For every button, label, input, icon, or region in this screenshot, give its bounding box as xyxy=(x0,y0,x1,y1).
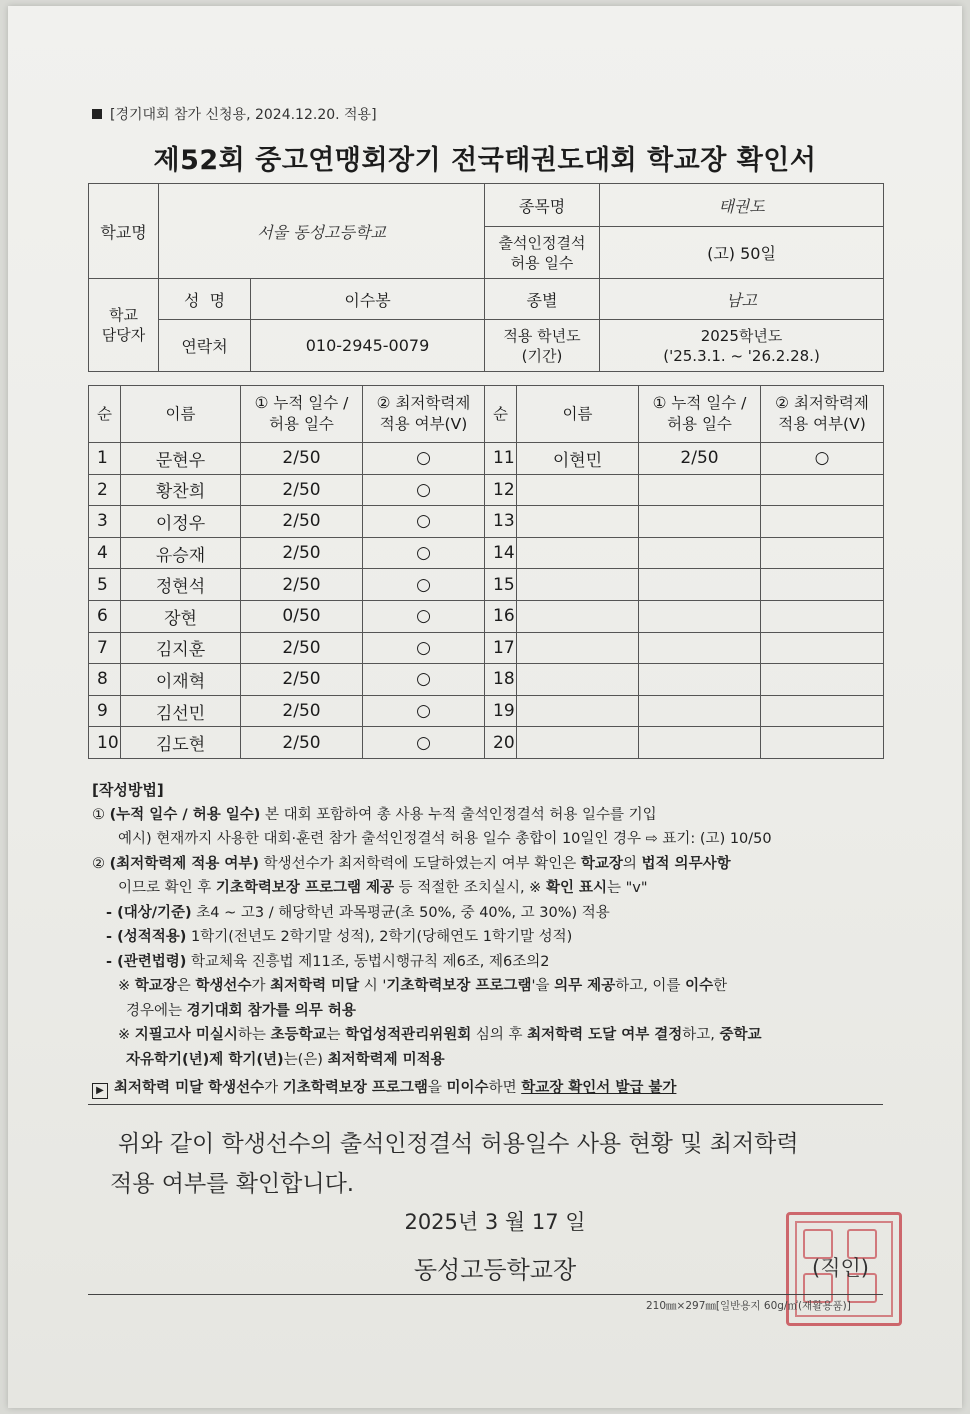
student-name: 정현석 xyxy=(121,569,241,601)
days-used: 2/50 xyxy=(241,695,363,727)
student-name: 문현우 xyxy=(121,443,241,475)
phone-label: 연락처 xyxy=(159,320,251,372)
min-academic-mark: ○ xyxy=(363,600,485,632)
table-row xyxy=(89,632,884,664)
student-name: 김도현 xyxy=(121,727,241,759)
col-header-name: 이름 xyxy=(517,386,639,443)
days-used xyxy=(639,474,761,506)
row-number: 11 xyxy=(485,443,517,475)
min-academic-mark: ○ xyxy=(363,695,485,727)
student-name xyxy=(517,600,639,632)
school-name-label: 학교명 xyxy=(89,184,159,279)
min-academic-mark xyxy=(761,695,884,727)
min-academic-mark xyxy=(761,632,884,664)
min-academic-mark: ○ xyxy=(363,727,485,759)
table-row xyxy=(89,695,884,727)
student-name xyxy=(517,695,639,727)
instruction-line: ② (최저학력제 적용 여부) 학생선수가 최저학력에 도달하였는지 여부 확인은 학교장의 법적 의무사항 xyxy=(92,855,731,872)
student-name xyxy=(517,632,639,664)
row-number: 13 xyxy=(485,506,517,538)
row-number: 18 xyxy=(485,664,517,696)
days-used xyxy=(639,569,761,601)
student-name: 장현 xyxy=(121,600,241,632)
days-used: 2/50 xyxy=(241,443,363,475)
absence-days-label: 출석인정결석 허용 일수 xyxy=(485,227,600,279)
contact-person-label: 학교 담당자 xyxy=(89,279,159,372)
row-number: 17 xyxy=(485,632,517,664)
min-academic-mark xyxy=(761,569,884,601)
days-used xyxy=(639,695,761,727)
row-number: 8 xyxy=(89,664,121,696)
min-academic-mark: ○ xyxy=(363,537,485,569)
row-number: 5 xyxy=(89,569,121,601)
name-label: 성 명 xyxy=(159,279,251,320)
document-title: 제52회 중고연맹회장기 전국태권도대회 학교장 확인서 xyxy=(153,145,817,176)
student-name: 김선민 xyxy=(121,695,241,727)
arrow-box-icon: ▶ xyxy=(92,1083,108,1099)
instruction-line: 경우에는 경기대회 참가를 의무 허용 xyxy=(126,1002,356,1019)
student-name: 이재혁 xyxy=(121,664,241,696)
min-academic-mark: ○ xyxy=(363,506,485,538)
row-number: 9 xyxy=(89,695,121,727)
table-row xyxy=(89,474,884,506)
table-row xyxy=(89,664,884,696)
days-used: 2/50 xyxy=(639,443,761,475)
principal-name: 동성고등학교장 xyxy=(413,1256,577,1284)
row-number: 20 xyxy=(485,727,517,759)
days-used xyxy=(639,632,761,664)
category-value: 남고 xyxy=(600,279,884,320)
days-used xyxy=(639,664,761,696)
row-number: 2 xyxy=(89,474,121,506)
instruction-line: ※ 학교장은 학생선수가 최저학력 미달 시 '기초학력보장 프로그램'을 의무 제공하고, 이를 이수한 xyxy=(118,978,728,994)
col-header-min-academic: ② 최저학력제 적용 여부(V) xyxy=(363,386,485,443)
student-name: 김지훈 xyxy=(121,632,241,664)
col-header-no: 순 xyxy=(485,386,517,443)
row-number: 14 xyxy=(485,537,517,569)
days-used xyxy=(639,600,761,632)
col-header-days: ① 누적 일수 / 허용 일수 xyxy=(241,386,363,443)
issue-date: 2025년 3 월 17 일 xyxy=(404,1210,586,1234)
event-value: 태권도 xyxy=(600,184,884,227)
table-row xyxy=(89,443,884,475)
days-used: 2/50 xyxy=(241,727,363,759)
student-name xyxy=(517,664,639,696)
min-academic-mark xyxy=(761,506,884,538)
row-number: 1 xyxy=(89,443,121,475)
school-year-label: 적용 학년도 (기간) xyxy=(485,320,600,372)
row-number: 7 xyxy=(89,632,121,664)
event-label: 종목명 xyxy=(485,184,600,227)
col-header-min-academic: ② 최저학력제 적용 여부(V) xyxy=(761,386,884,443)
student-name xyxy=(517,727,639,759)
absence-days-value: (고) 50일 xyxy=(600,227,884,279)
school-year-value: 2025학년도 ('25.3.1. ~ '26.2.28.) xyxy=(600,320,884,372)
days-used: 2/50 xyxy=(241,474,363,506)
days-used: 2/50 xyxy=(241,569,363,601)
days-used: 0/50 xyxy=(241,600,363,632)
min-academic-mark xyxy=(761,664,884,696)
days-used xyxy=(639,727,761,759)
student-name: 이정우 xyxy=(121,506,241,538)
school-info-table xyxy=(88,183,884,372)
divider-line xyxy=(88,1294,883,1295)
phone-value: 010-2945-0079 xyxy=(251,320,485,372)
instructions-heading: [작성방법] xyxy=(92,781,164,799)
instruction-line: ▶ 최저학력 미달 학생선수가 기초학력보장 프로그램을 미이수하면 학교장 확인서 발급 불가 xyxy=(92,1076,892,1101)
row-number: 6 xyxy=(89,600,121,632)
school-name-value: 서울 동성고등학교 xyxy=(159,184,485,279)
col-header-no: 순 xyxy=(89,386,121,443)
row-number: 15 xyxy=(485,569,517,601)
instruction-line: ※ 지필고사 미실시하는 초등학교는 학업성적관리위원회 심의 후 최저학력 도달 여부 결정하고, 중학교 xyxy=(118,1027,762,1043)
table-row xyxy=(89,506,884,538)
min-academic-mark xyxy=(761,727,884,759)
min-academic-mark xyxy=(761,474,884,506)
name-value: 이수봉 xyxy=(251,279,485,320)
table-row xyxy=(89,569,884,601)
student-roster-table xyxy=(88,385,884,759)
square-bullet-icon xyxy=(92,109,102,119)
seal-mark: (직인) xyxy=(812,1256,869,1280)
instruction-line: 예시) 현재까지 사용한 대회·훈련 참가 출석인정결석 허용 일수 총합이 10일인 경우 ⇨ 표기: (고) 10/50 xyxy=(118,831,772,847)
table-row xyxy=(89,537,884,569)
student-name xyxy=(517,506,639,538)
min-academic-mark: ○ xyxy=(761,443,884,475)
row-number: 10 xyxy=(89,727,121,759)
student-name xyxy=(517,569,639,601)
days-used xyxy=(639,537,761,569)
row-number: 12 xyxy=(485,474,517,506)
student-name: 이현민 xyxy=(517,443,639,475)
student-name xyxy=(517,474,639,506)
days-used: 2/50 xyxy=(241,664,363,696)
instructions-section xyxy=(92,778,892,1101)
days-used xyxy=(639,506,761,538)
row-number: 3 xyxy=(89,506,121,538)
student-name: 황찬희 xyxy=(121,474,241,506)
instruction-line: 자유학기(년)제 학기(년)는(은) 최저학력제 미적용 xyxy=(126,1051,445,1068)
min-academic-mark xyxy=(761,600,884,632)
divider-line xyxy=(88,1104,883,1105)
col-header-days: ① 누적 일수 / 허용 일수 xyxy=(639,386,761,443)
min-academic-mark: ○ xyxy=(363,569,485,601)
min-academic-mark: ○ xyxy=(363,474,485,506)
row-number: 19 xyxy=(485,695,517,727)
row-number: 4 xyxy=(89,537,121,569)
student-name: 유승재 xyxy=(121,537,241,569)
student-name xyxy=(517,537,639,569)
table-row xyxy=(89,727,884,759)
instruction-line: - (성적적용) 1학기(전년도 2학기말 성적), 2학기(당해연도 1학기말 성적) xyxy=(106,929,573,945)
days-used: 2/50 xyxy=(241,632,363,664)
paper-spec: 210㎜×297㎜[일반용지 60g/㎡(재활용품)] xyxy=(646,1300,851,1312)
instruction-line: - (관련법령) 학교체육 진흥법 제11조, 동법시행규칙 제6조, 제6조의2 xyxy=(106,953,550,970)
days-used: 2/50 xyxy=(241,506,363,538)
confirmation-statement: 위와 같이 학생선수의 출석인정결석 허용일수 사용 현황 및 최저학력 적용 여부를 확인합니다. xyxy=(110,1131,799,1197)
category-label: 종별 xyxy=(485,279,600,320)
min-academic-mark: ○ xyxy=(363,664,485,696)
min-academic-mark: ○ xyxy=(363,443,485,475)
min-academic-mark: ○ xyxy=(363,632,485,664)
instruction-line: ① (누적 일수 / 허용 일수) 본 대회 포함하여 총 사용 누적 출석인정결석 허용 일수를 기입 xyxy=(92,806,657,823)
col-header-name: 이름 xyxy=(121,386,241,443)
table-row xyxy=(89,600,884,632)
form-version-tag: [경기대회 참가 신청용, 2024.12.20. 적용] xyxy=(92,104,377,124)
instruction-line: - (대상/기준) 초4 ~ 고3 / 해당학년 과목평균(초 50%, 중 40%, 고 30%) 적용 xyxy=(106,904,610,921)
min-academic-mark xyxy=(761,537,884,569)
instruction-line: 이므로 확인 후 기초학력보장 프로그램 제공 등 적절한 조치실시, ※ 확인 표시는 "v" xyxy=(118,880,648,896)
days-used: 2/50 xyxy=(241,537,363,569)
row-number: 16 xyxy=(485,600,517,632)
